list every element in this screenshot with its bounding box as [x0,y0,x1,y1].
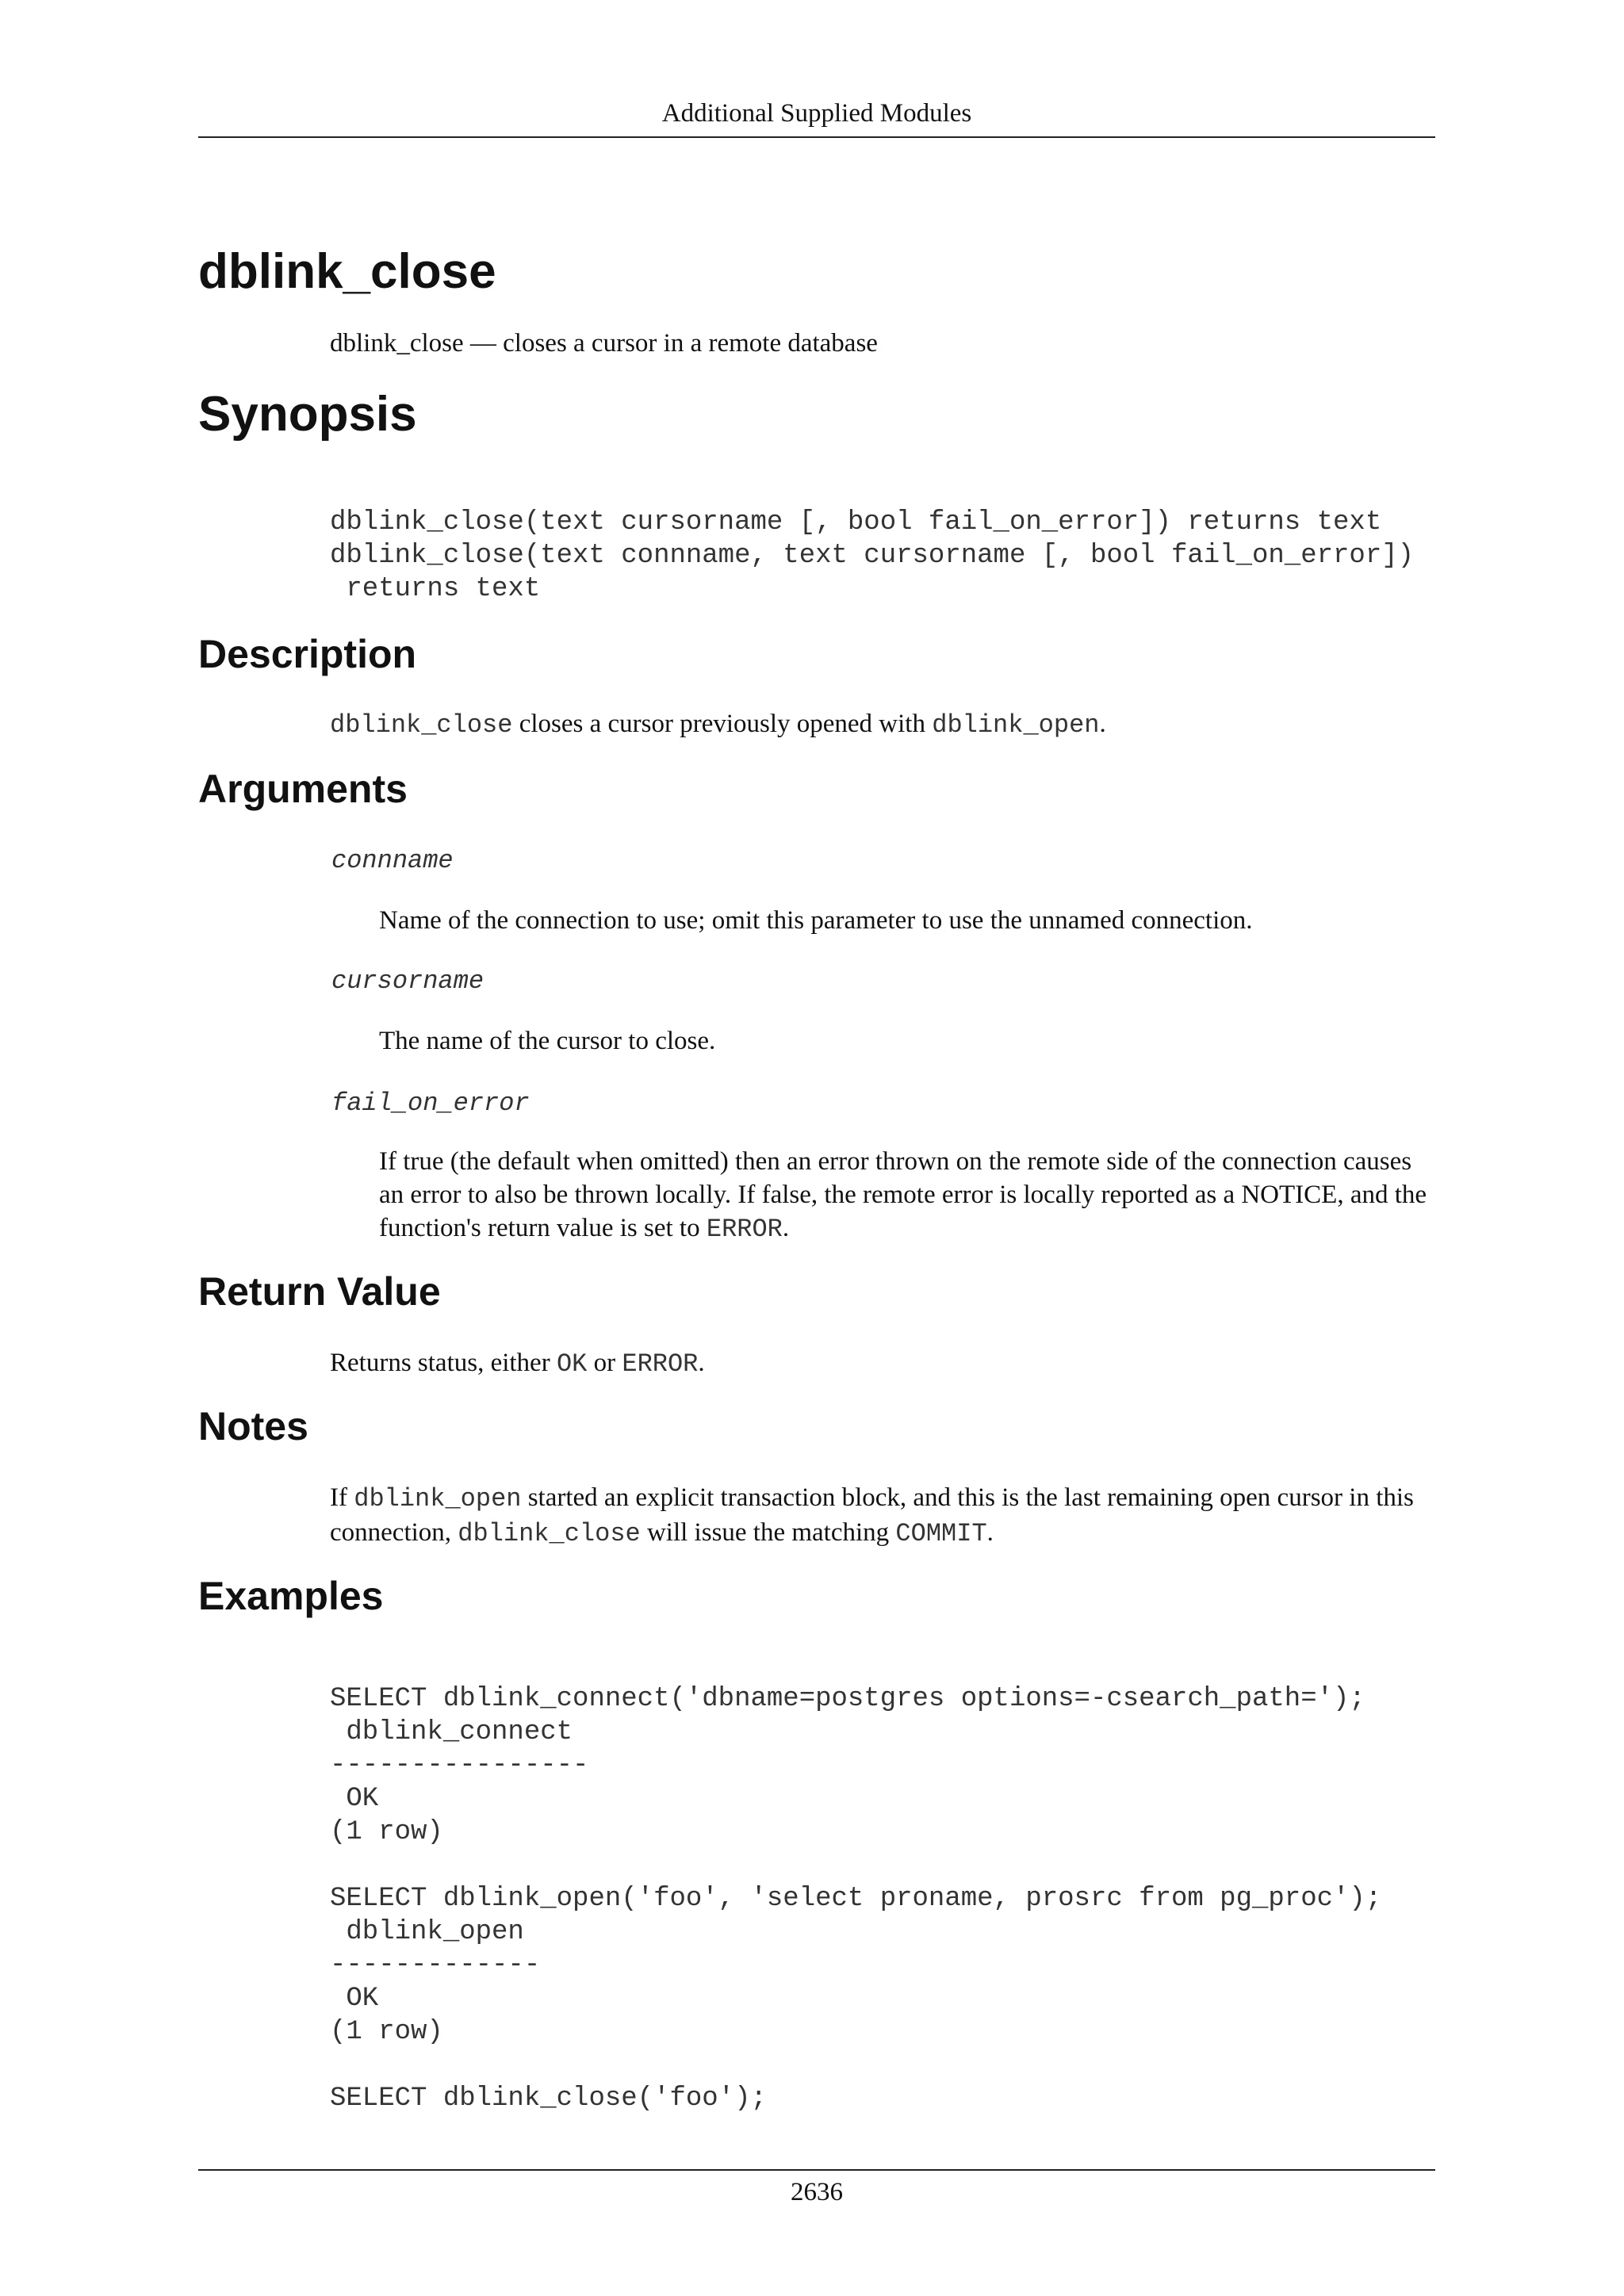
description-func: dblink_close [330,710,513,740]
argument-term-connname: connname [331,846,454,875]
description-heading: Description [198,632,417,676]
return-value-heading: Return Value [198,1269,441,1314]
refentry-purpose: dblink_close — closes a cursor in a remote database [330,329,878,358]
argument-term-cursorname: cursorname [331,966,485,996]
page-number: 2636 [791,2178,843,2206]
argument-desc-fail-on-error: If true (the default when omitted) then an error thrown on the remote side of the connection causes an error to also be thrown locally. If false, the remote error is locally reported as a NOTICE, and the function's return value is set to ERROR. [379,1147,1427,1244]
description-func2: dblink_open [932,710,1100,740]
notes-text: If dblink_open started an explicit transaction block, and this is the last remaining open cursor in this connection, dblink_close will issue the matching COMMIT. [330,1483,1414,1548]
synopsis-heading: Synopsis [198,387,417,442]
footer-rule [198,2169,1435,2171]
examples-code: SELECT dblink_connect('dbname=postgres options=-csearch_path='); dblink_connect ---------------- OK (1 row) SELECT dblink_open('foo', 'select proname, prosrc from pg_proc'); dblink_open ------------- OK (1 row) SELECT dblink_close('foo'); [330,1684,1382,2114]
argument-desc-connname: Name of the connection to use; omit this parameter to use the unnamed connection. [379,906,1253,935]
description-text: dblink_close closes a cursor previously opened with dblink_open. [330,710,1106,740]
argument-desc-cursorname: The name of the cursor to close. [379,1027,716,1055]
synopsis-code: dblink_close(text cursorname [, bool fail_on_error]) returns text dblink_close(text connname, text cursorname [, bool fail_on_error]) returns text [330,507,1415,604]
header-rule [198,136,1435,138]
notes-heading: Notes [198,1404,308,1448]
arguments-heading: Arguments [198,767,408,811]
return-value-text: Returns status, either OK or ERROR. [330,1349,705,1379]
running-header: Additional Supplied Modules [661,99,972,128]
examples-heading: Examples [198,1574,384,1618]
argument-term-fail-on-error: fail_on_error [331,1089,530,1118]
refentry-title: dblink_close [198,244,496,299]
